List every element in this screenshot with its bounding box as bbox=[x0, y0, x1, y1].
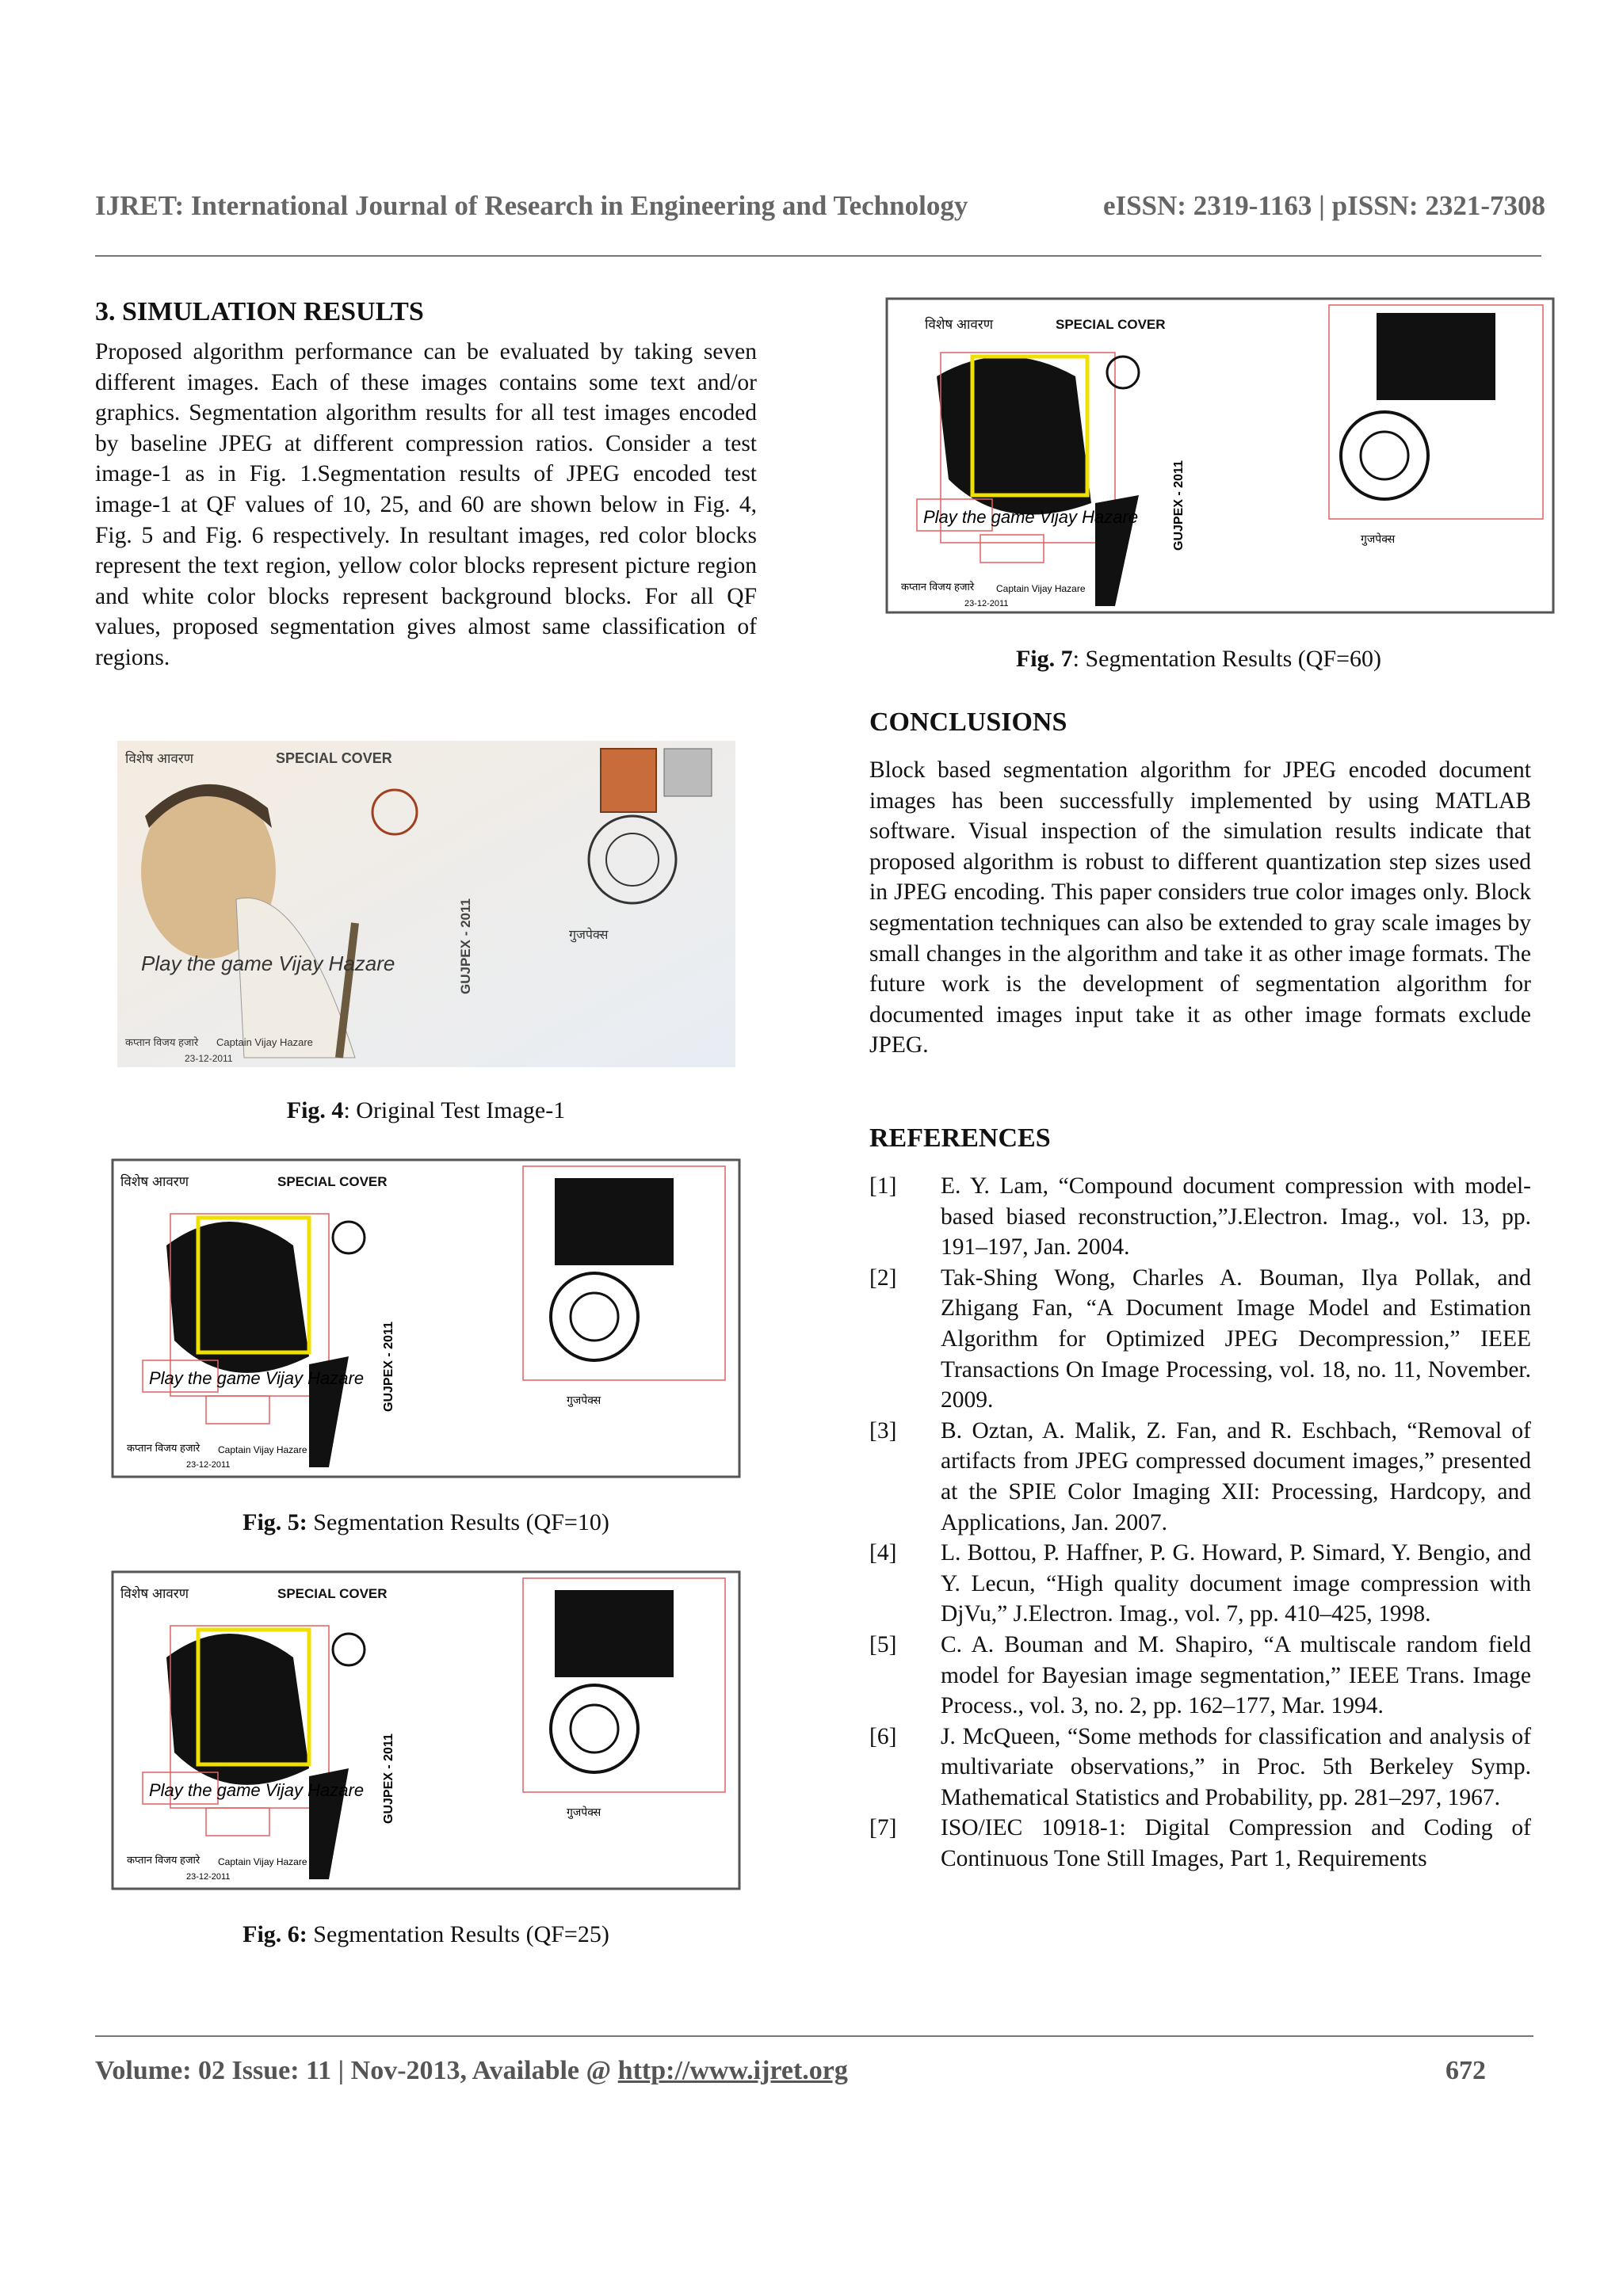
seg-special-label: SPECIAL COVER bbox=[277, 1174, 388, 1189]
section-conclusions bbox=[869, 707, 1531, 1061]
header-rule bbox=[95, 255, 1541, 257]
seg-date: 23-12-2011 bbox=[186, 1460, 231, 1470]
seg-gujpex: GUJPEX - 2011 bbox=[382, 1322, 395, 1412]
cover-gujpex-hindi: गुजपेक्स bbox=[569, 929, 609, 942]
reference-item bbox=[869, 1813, 1531, 1874]
figure-4-image bbox=[117, 741, 735, 1067]
seg-caption-left: कप्तान विजय हजारे bbox=[127, 1854, 200, 1866]
running-header bbox=[95, 190, 1545, 222]
cover-date: 23-12-2011 bbox=[185, 1053, 233, 1064]
footer-rule bbox=[95, 2035, 1533, 2037]
seg-gujpex: GUJPEX - 2011 bbox=[1172, 460, 1186, 551]
cover-caption-right: Captain Vijay Hazare bbox=[216, 1036, 313, 1048]
figure-5-label: Fig. 5: bbox=[242, 1509, 307, 1535]
reference-item bbox=[869, 1630, 1531, 1722]
seg-gujpex: GUJPEX - 2011 bbox=[382, 1733, 395, 1824]
seg-special-label: SPECIAL COVER bbox=[277, 1586, 388, 1601]
reference-text: C. A. Bouman and M. Shapiro, “A multiscale random field model for Bayesian image segmentation,” IEEE Trans. Image Process., vol. 3, no. 2, pp. 162–177, Mar. 1994. bbox=[941, 1631, 1531, 1719]
reference-text: L. Bottou, P. Haffner, P. G. Howard, P. Simard, Y. Bengio, and Y. Lecun, “High quality document image compression with DjVu,” J.Electron. Imag., vol. 7, pp. 410–425, 1998. bbox=[941, 1540, 1531, 1627]
figure-4-caption bbox=[95, 1097, 757, 1124]
reference-text: E. Y. Lam, “Compound document compression with model-based biased reconstruction,”J.Electron. Imag., vol. 13, pp. 191–197, Jan. 2004. bbox=[941, 1173, 1531, 1261]
reference-item bbox=[869, 1416, 1531, 1538]
figure-5-image bbox=[111, 1158, 741, 1478]
figure-6-caption bbox=[95, 1921, 757, 1948]
reference-item bbox=[869, 1171, 1531, 1263]
seg-gujpex-hindi: गुजपेक्स bbox=[1361, 532, 1396, 545]
seg-signature: Play the game Vijay Hazare bbox=[149, 1368, 365, 1388]
reference-text: J. McQueen, “Some methods for classification and analysis of multivariate observations,” in Proc. 5th Berkeley Symp. Mathematical Statistics and Probability, pp. 281–297, 1967. bbox=[941, 1723, 1531, 1810]
section-references bbox=[869, 1123, 1531, 1875]
reference-item bbox=[869, 1263, 1531, 1416]
conclusions-heading: CONCLUSIONS bbox=[869, 707, 1067, 737]
reference-text: B. Oztan, A. Malik, Z. Fan, and R. Eschbach, “Removal of artifacts from JPEG compressed document images,” presented at the SPIE Color Imaging XII: Processing, Hardcopy, and Applications, Jan. 2007. bbox=[941, 1417, 1531, 1535]
reference-number: [5] bbox=[869, 1631, 897, 1657]
seg-caption-left: कप्तान विजय हजारे bbox=[901, 581, 975, 593]
reference-item bbox=[869, 1722, 1531, 1814]
seg-date: 23-12-2011 bbox=[964, 599, 1009, 608]
cover-special-label: SPECIAL COVER bbox=[276, 750, 392, 766]
figure-7-label: Fig. 7 bbox=[1015, 646, 1073, 672]
figure-7-caption bbox=[868, 646, 1529, 673]
cover-gujpex: GUJPEX - 2011 bbox=[458, 898, 473, 994]
cover-hindi-title: विशेष आवरण bbox=[125, 751, 194, 766]
seg-caption-right: Captain Vijay Hazare bbox=[218, 1856, 307, 1867]
conclusions-body: Block based segmentation algorithm for JPEG encoded document images has been successfully implemented by using MATLAB software. Visual inspection of the simulation results indicate that proposed algorithm is robust to different quantization step sizes used in JPEG encoding. This paper considers true color images only. Block segmentation techniques can also be extended to gray scale images by small changes in the algorithm and take it as other image formats. The future work is the development of segmentation algorithm for documented images input take it as other image formats exclude JPEG. bbox=[869, 757, 1531, 1058]
seg-gujpex-hindi: गुजपेक्स bbox=[567, 1394, 601, 1406]
seg-hindi-title: विशेष आवरण bbox=[120, 1174, 189, 1189]
seg-caption-right: Captain Vijay Hazare bbox=[218, 1444, 307, 1455]
figure-5-caption bbox=[95, 1509, 757, 1536]
footer-volume-text: Volume: 02 Issue: 11 | Nov-2013, Available @ bbox=[95, 2056, 618, 2085]
issn: eISSN: 2319-1163 | pISSN: 2321-7308 bbox=[1102, 190, 1545, 221]
reference-number: [6] bbox=[869, 1723, 897, 1749]
seg-hindi-title: विशेष आवरण bbox=[925, 317, 994, 332]
section-body: Proposed algorithm performance can be evaluated by taking seven different images. Each of these images contains some text and/or graphics. Segmentation algorithm results for all test images encoded by baseline JPEG at different compression ratios. Consider a test image-1 as in Fig. 1.Segmentation results of JPEG encoded test image-1 at QF values of 10, 25, and 60 are shown below in Fig. 4, Fig. 5 and Fig. 6 respectively. In resultant images, red color blocks represent the text region, yellow color blocks represent picture region and white color blocks represent background blocks. For all QF values, proposed segmentation gives almost same classification of regions. bbox=[95, 339, 757, 670]
reference-number: [1] bbox=[869, 1173, 897, 1199]
journal-url-link[interactable]: http://www.ijret.org bbox=[617, 2056, 848, 2085]
reference-item bbox=[869, 1538, 1531, 1630]
seg-hindi-title: विशेष आवरण bbox=[120, 1586, 189, 1601]
reference-text: Tak-Shing Wong, Charles A. Bouman, Ilya Pollak, and Zhigang Fan, “A Document Image Model and Estimation Algorithm for Optimized JPEG Decompression,” IEEE Transactions On Image Processing, vol. 18, no. 11, November. 2009. bbox=[941, 1264, 1531, 1413]
figure-5-caption-text: Segmentation Results (QF=10) bbox=[307, 1509, 609, 1535]
figure-7-caption-text: : Segmentation Results (QF=60) bbox=[1072, 646, 1382, 672]
section-heading: 3. SIMULATION RESULTS bbox=[95, 297, 424, 326]
reference-number: [7] bbox=[869, 1815, 897, 1841]
reference-number: [4] bbox=[869, 1540, 897, 1566]
reference-number: [3] bbox=[869, 1417, 897, 1444]
figure-4-caption-text: : Original Test Image-1 bbox=[343, 1097, 566, 1123]
figure-6-caption-text: Segmentation Results (QF=25) bbox=[307, 1921, 609, 1947]
footer-volume bbox=[95, 2056, 848, 2086]
seg-special-label: SPECIAL COVER bbox=[1056, 317, 1166, 332]
references-list bbox=[869, 1171, 1531, 1875]
figure-7-image bbox=[885, 297, 1555, 614]
reference-text: ISO/IEC 10918-1: Digital Compression and Coding of Continuous Tone Still Images, Part 1, Requirements bbox=[941, 1815, 1531, 1872]
seg-caption-left: कप्तान विजय हजारे bbox=[127, 1442, 200, 1454]
reference-number: [2] bbox=[869, 1264, 897, 1291]
seg-gujpex-hindi: गुजपेक्स bbox=[567, 1806, 601, 1818]
seg-date: 23-12-2011 bbox=[186, 1872, 231, 1882]
seg-signature: Play the game Vijay Hazare bbox=[923, 507, 1139, 527]
running-footer bbox=[95, 2056, 1486, 2086]
seg-signature: Play the game Vijay Hazare bbox=[149, 1780, 365, 1800]
cover-caption-left: कप्तान विजय हजारे bbox=[125, 1036, 199, 1048]
seg-caption-right: Captain Vijay Hazare bbox=[996, 583, 1086, 594]
figure-6-label: Fig. 6: bbox=[242, 1921, 307, 1947]
cover-signature: Play the game Vijay Hazare bbox=[141, 952, 395, 975]
section-simulation-results bbox=[95, 297, 757, 673]
page-number: 672 bbox=[1445, 2056, 1486, 2085]
references-heading: REFERENCES bbox=[869, 1123, 1051, 1153]
journal-name: IJRET: International Journal of Research in Engineering and Technology bbox=[95, 190, 968, 221]
figure-4-label: Fig. 4 bbox=[286, 1097, 344, 1123]
figure-6-image bbox=[111, 1570, 741, 1890]
